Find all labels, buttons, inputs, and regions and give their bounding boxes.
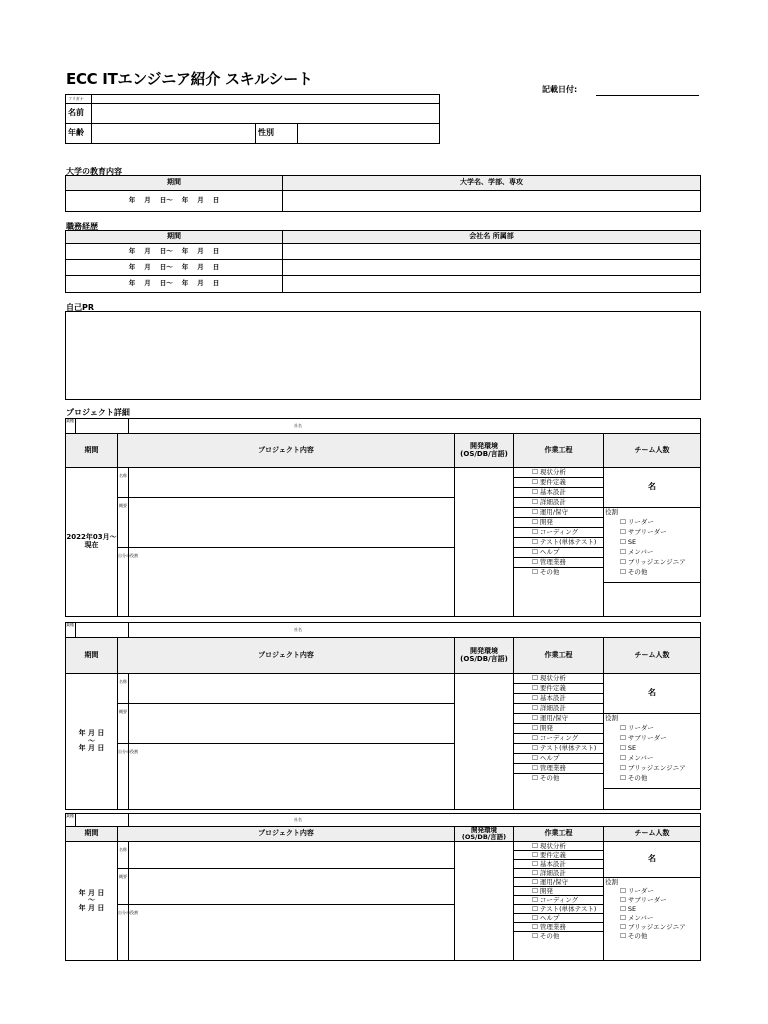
- furigana-label: フリガナ: [66, 95, 92, 104]
- project-section-title: プロジェクト詳細: [66, 408, 130, 417]
- career-company-header: 会社名 所属部: [283, 231, 701, 244]
- role-checkbox[interactable]: ☐ SE: [604, 744, 701, 754]
- process-checkbox[interactable]: ☐ ヘルプ: [514, 754, 604, 764]
- env-field[interactable]: [455, 674, 514, 810]
- team-spacer: [604, 941, 701, 961]
- process-checkbox[interactable]: ☐ 要件定義: [514, 478, 604, 488]
- team-header: チーム人数: [604, 638, 701, 674]
- role-checkbox[interactable]: ☐ ブリッジエンジニア: [604, 558, 701, 568]
- team-header: チーム人数: [604, 434, 701, 468]
- process-checkbox[interactable]: ☐ 運用/保守: [514, 878, 604, 887]
- project-period[interactable]: 年 月 日 ～ 年 月 日: [66, 674, 118, 810]
- role-checkbox[interactable]: ☐ SE: [604, 905, 701, 914]
- project-table-3: [65, 813, 701, 961]
- role-checkbox[interactable]: ☐ サブリーダー: [604, 528, 701, 538]
- team-spacer: [604, 603, 701, 617]
- process-checkbox[interactable]: ☐ 運用/保守: [514, 714, 604, 724]
- project-role-field[interactable]: [129, 905, 455, 961]
- education-date: 年 月 日～ 年 月 日: [128, 196, 220, 205]
- project-period[interactable]: 年 月 日 ～ 年 月 日: [66, 842, 118, 961]
- team-count[interactable]: 名: [604, 468, 701, 508]
- process-checkbox[interactable]: ☐ 詳細設計: [514, 869, 604, 878]
- team-count[interactable]: 名: [604, 674, 701, 714]
- role-checkbox[interactable]: ☐ サブリーダー: [604, 896, 701, 905]
- process-checkbox[interactable]: ☐ 運用/保守: [514, 508, 604, 518]
- education-school-header: 大学名、学部、専攻: [283, 176, 701, 191]
- process-spacer: [514, 593, 604, 603]
- career-period-cell[interactable]: 年 月 日～ 年 月 日: [66, 244, 283, 260]
- age-label: 年齢: [66, 124, 92, 144]
- process-spacer: [514, 799, 604, 810]
- team-header: チーム人数: [604, 827, 701, 842]
- process-checkbox[interactable]: ☐ 基本設計: [514, 860, 604, 869]
- project-summary-field[interactable]: [129, 704, 455, 744]
- summary-row-label: 概要: [118, 498, 129, 548]
- education-period-cell[interactable]: [66, 191, 283, 212]
- process-checkbox[interactable]: ☐ ヘルプ: [514, 914, 604, 923]
- env-field[interactable]: [455, 468, 514, 617]
- furigana-field[interactable]: [92, 95, 440, 104]
- industry-field[interactable]: [76, 623, 129, 638]
- process-checkbox[interactable]: ☐ コーディング: [514, 896, 604, 905]
- process-checkbox[interactable]: ☐ ヘルプ: [514, 548, 604, 558]
- summary-row-label: 概要: [118, 869, 129, 905]
- env-header: 開発環境 (OS/DB/言語): [455, 827, 514, 842]
- role-checkbox[interactable]: ☐ その他: [604, 774, 701, 784]
- process-checkbox[interactable]: ☐ 管理業務: [514, 558, 604, 568]
- role-checkbox[interactable]: ☐ ブリッジエンジニア: [604, 923, 701, 932]
- career-company-field[interactable]: [283, 276, 701, 293]
- process-checkbox[interactable]: ☐ 基本設計: [514, 488, 604, 498]
- process-checkbox[interactable]: ☐ 管理業務: [514, 764, 604, 774]
- process-checkbox[interactable]: ☐ 基本設計: [514, 694, 604, 704]
- role-row-label: 自分の役割: [118, 548, 129, 617]
- date-label: 記載日付:: [542, 85, 578, 94]
- role-label: 役割: [604, 714, 701, 724]
- summary-row-label: 概要: [118, 704, 129, 744]
- process-header: 作業工程: [514, 434, 604, 468]
- team-spacer: [604, 593, 701, 603]
- industry-field[interactable]: [76, 814, 129, 827]
- name-label: 名前: [66, 104, 92, 124]
- team-count[interactable]: 名: [604, 842, 701, 878]
- project-role-field[interactable]: [129, 548, 455, 617]
- self-pr-section-title: 自己PR: [66, 303, 95, 312]
- env-header: 開発環境 (OS/DB/言語): [455, 638, 514, 674]
- name-row-label: 名称: [118, 468, 129, 498]
- career-period-header: 期間: [66, 231, 283, 244]
- project-summary-field[interactable]: [129, 869, 455, 905]
- project-summary-field[interactable]: [129, 498, 455, 548]
- gender-label: 性別: [256, 124, 298, 144]
- project-table-1: [65, 418, 701, 617]
- project-table-2: [65, 622, 701, 810]
- process-spacer: [514, 789, 604, 799]
- team-spacer: [604, 789, 701, 799]
- role-checkbox[interactable]: ☐ その他: [604, 932, 701, 941]
- company-label: 社名: [294, 423, 302, 429]
- team-spacer: [604, 799, 701, 810]
- company-field[interactable]: [129, 419, 701, 434]
- period-header: 期間: [66, 638, 118, 674]
- role-label: 役割: [604, 508, 701, 518]
- content-header: プロジェクト内容: [118, 434, 455, 468]
- process-checkbox[interactable]: ☐ テスト(単体テスト): [514, 744, 604, 754]
- project-name-field[interactable]: [129, 842, 455, 869]
- company-field[interactable]: [129, 623, 701, 638]
- industry-label: 業種: [66, 814, 76, 827]
- process-checkbox[interactable]: ☐ その他: [514, 568, 604, 578]
- process-checkbox[interactable]: ☐ その他: [514, 774, 604, 784]
- project-role-field[interactable]: [129, 744, 455, 810]
- process-header: 作業工程: [514, 638, 604, 674]
- content-header: プロジェクト内容: [118, 827, 455, 842]
- process-checkbox[interactable]: ☐ 開発: [514, 724, 604, 734]
- process-checkbox[interactable]: ☐ テスト(単体テスト): [514, 538, 604, 548]
- content-header: プロジェクト内容: [118, 638, 455, 674]
- project-period[interactable]: 2022年03月～ 現在: [66, 468, 118, 617]
- role-checkbox[interactable]: ☐ メンバー: [604, 914, 701, 923]
- period-header: 期間: [66, 434, 118, 468]
- process-checkbox[interactable]: ☐ テスト(単体テスト): [514, 905, 604, 914]
- role-label: 役割: [604, 878, 701, 887]
- career-company-field[interactable]: [283, 244, 701, 260]
- name-field[interactable]: [92, 104, 440, 124]
- role-row-label: 自分の役割: [118, 905, 129, 961]
- project-3-clip: [65, 813, 701, 943]
- education-school-field[interactable]: [283, 191, 701, 212]
- profile-table: [65, 94, 440, 144]
- self-pr-field[interactable]: [65, 311, 701, 400]
- process-checkbox[interactable]: ☐ 詳細設計: [514, 498, 604, 508]
- career-period-cell[interactable]: 年 月 日～ 年 月 日: [66, 260, 283, 276]
- career-table: [65, 230, 701, 293]
- role-checkbox[interactable]: ☐ ブリッジエンジニア: [604, 764, 701, 774]
- role-checkbox[interactable]: ☐ サブリーダー: [604, 734, 701, 744]
- role-checkbox[interactable]: ☐ リーダー: [604, 518, 701, 528]
- gender-field[interactable]: [298, 124, 440, 144]
- age-field[interactable]: [92, 124, 256, 144]
- process-checkbox[interactable]: ☐ 管理業務: [514, 923, 604, 932]
- company-label: 社名: [294, 817, 302, 823]
- process-checkbox[interactable]: ☐ コーディング: [514, 528, 604, 538]
- env-field[interactable]: [455, 842, 514, 961]
- education-section-title: 大学の教育内容: [66, 167, 122, 176]
- team-spacer: [604, 583, 701, 593]
- industry-label: 業種: [66, 623, 76, 638]
- document-title: ECC ITエンジニア紹介 スキルシート: [66, 70, 313, 88]
- process-checkbox[interactable]: ☐ 現状分析: [514, 468, 604, 478]
- process-checkbox[interactable]: ☐ その他: [514, 932, 604, 941]
- role-row-label: 自分の役割: [118, 744, 129, 810]
- company-label: 社名: [294, 627, 302, 633]
- role-checkbox[interactable]: ☐ メンバー: [604, 548, 701, 558]
- role-checkbox[interactable]: ☐ その他: [604, 568, 701, 578]
- role-checkbox[interactable]: ☐ リーダー: [604, 724, 701, 734]
- process-checkbox[interactable]: ☐ 開発: [514, 518, 604, 528]
- career-section-title: 職務経歴: [66, 222, 98, 231]
- process-checkbox[interactable]: ☐ 要件定義: [514, 851, 604, 860]
- company-field[interactable]: [129, 814, 701, 827]
- education-table: [65, 175, 701, 212]
- process-checkbox[interactable]: ☐ コーディング: [514, 734, 604, 744]
- role-checkbox[interactable]: ☐ SE: [604, 538, 701, 548]
- process-checkbox[interactable]: ☐ 要件定義: [514, 684, 604, 694]
- name-row-label: 名称: [118, 842, 129, 869]
- process-spacer: [514, 941, 604, 961]
- role-checkbox[interactable]: ☐ メンバー: [604, 754, 701, 764]
- process-checkbox[interactable]: ☐ 現状分析: [514, 842, 604, 851]
- process-spacer: [514, 583, 604, 593]
- career-period-cell[interactable]: 年 月 日～ 年 月 日: [66, 276, 283, 293]
- project-name-field[interactable]: [129, 468, 455, 498]
- process-spacer: [514, 603, 604, 617]
- industry-label: 業種: [66, 419, 76, 434]
- project-name-field[interactable]: [129, 674, 455, 704]
- education-period-header: 期間: [66, 176, 283, 191]
- date-field[interactable]: [596, 95, 699, 96]
- role-checkbox[interactable]: ☐ リーダー: [604, 887, 701, 896]
- process-checkbox[interactable]: ☐ 詳細設計: [514, 704, 604, 714]
- process-header: 作業工程: [514, 827, 604, 842]
- process-checkbox[interactable]: ☐ 現状分析: [514, 674, 604, 684]
- name-row-label: 名称: [118, 674, 129, 704]
- period-header: 期間: [66, 827, 118, 842]
- career-company-field[interactable]: [283, 260, 701, 276]
- industry-field[interactable]: [76, 419, 129, 434]
- env-header: 開発環境 (OS/DB/言語): [455, 434, 514, 468]
- process-checkbox[interactable]: ☐ 開発: [514, 887, 604, 896]
